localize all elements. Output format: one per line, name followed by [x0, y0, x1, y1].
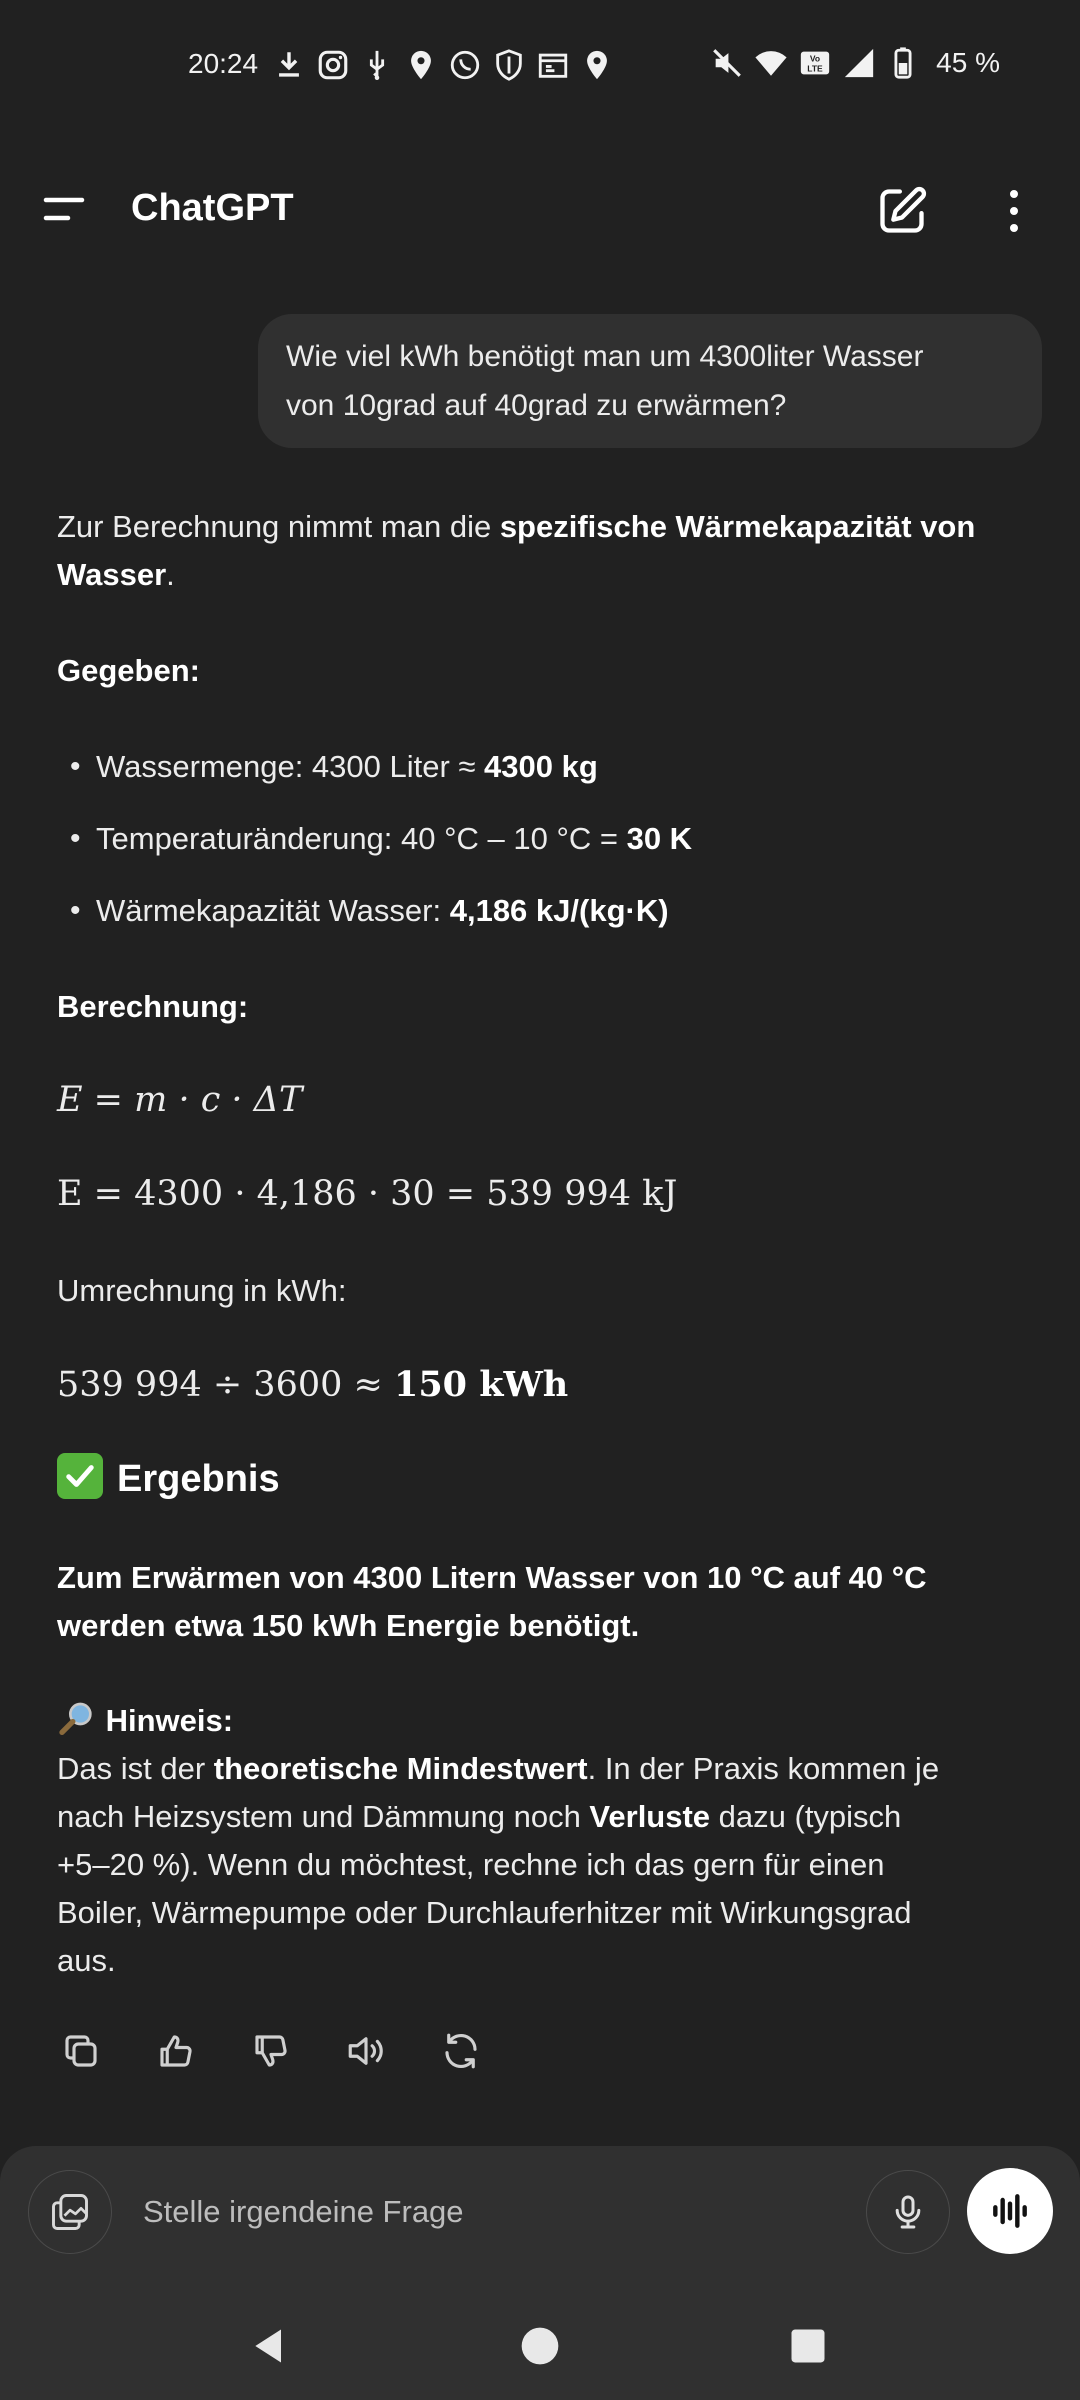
conversion-label: Umrechnung in kWh:: [57, 1273, 347, 1308]
svg-text:Vo: Vo: [810, 53, 821, 64]
image-attach-icon: [48, 2190, 92, 2234]
location-icon: [580, 48, 614, 82]
more-vertical-icon: [996, 185, 1032, 237]
message-input[interactable]: [141, 2186, 845, 2238]
menu-icon: [38, 185, 98, 235]
download-icon: [272, 48, 306, 82]
result-text: Zum Erwärmen von 4300 Litern Wasser von 10 °C auf 40 °C werden etwa 150 kWh Energie benötigt.: [57, 1560, 927, 1643]
regenerate-icon: [440, 2030, 482, 2072]
formula: E = 4300 · 4,186 · 30 = 539 994 kJ: [57, 1174, 678, 1214]
thumbs-down-button[interactable]: [250, 2030, 292, 2072]
result-heading: Ergebnis: [57, 1453, 280, 1505]
magnifier-icon: [57, 1699, 97, 1739]
system-nav-bar: [0, 2296, 1080, 2400]
voice-waveform-icon: [988, 2189, 1032, 2233]
status-time: 20:24: [188, 48, 259, 79]
notification-icons: [272, 48, 614, 82]
copy-button[interactable]: [60, 2030, 102, 2072]
battery-icon: [886, 46, 920, 80]
regenerate-button[interactable]: [440, 2030, 482, 2072]
note-block: Hinweis: Das ist der theoretische Mindestwert. In der Praxis kommen je nach Heizsystem und Dämmung noch Verluste dazu (typisch +5–20 %). Wenn du möchtest, rechne ich das gern für einen Boiler, Wärmepumpe oder Durchlauferhitzer mit Wirkungsgrad aus.: [57, 1697, 939, 1985]
whatsapp-icon: [448, 48, 482, 82]
wifi-icon: [754, 46, 788, 80]
check-mark-icon: [57, 1453, 103, 1499]
app-title: ChatGPT: [131, 187, 294, 229]
message-actions: [60, 2030, 482, 2072]
status-bar: [0, 0, 1080, 135]
given-heading: Gegeben:: [57, 653, 200, 688]
formula: 539 994 ÷ 3600 ≈ 150 kWh: [57, 1364, 569, 1405]
bullet: •: [70, 750, 81, 783]
menu-button[interactable]: [38, 185, 98, 235]
bullet: •: [70, 822, 81, 855]
microphone-icon: [888, 2192, 928, 2232]
thumbs-down-icon: [250, 2030, 292, 2072]
calc-heading: Berechnung:: [57, 989, 249, 1024]
formula: E = m · c · ΔT: [57, 1080, 303, 1120]
list-item: • Temperaturänderung: 40 °C – 10 °C = 30 K: [96, 815, 692, 863]
calendar-icon: [536, 48, 570, 82]
back-icon[interactable]: [248, 2324, 292, 2368]
location-icon: [404, 48, 438, 82]
list-item: • Wärmekapazität Wasser: 4,186 kJ/(kg·K): [96, 887, 669, 935]
dictate-button[interactable]: [866, 2170, 950, 2254]
system-icons: [710, 46, 1000, 80]
user-message-bubble: [258, 314, 1042, 448]
edit-icon: [876, 185, 928, 237]
thumbs-up-button[interactable]: [155, 2030, 197, 2072]
signal-icon: [842, 46, 876, 80]
app-bar: [0, 165, 1080, 255]
recents-icon[interactable]: [786, 2324, 830, 2368]
intro-text: Zur Berechnung nimmt man die spezifische Wärmekapazität von Wasser.: [57, 509, 976, 592]
composer: [0, 2146, 1080, 2400]
note-heading: Hinweis:: [57, 1697, 939, 1745]
user-message-line: von 10grad auf 40grad zu erwärmen?: [286, 389, 787, 422]
bullet: •: [70, 894, 81, 927]
instagram-icon: [316, 48, 350, 82]
shield-icon: [492, 48, 526, 82]
usb-icon: [360, 48, 394, 82]
read-aloud-button[interactable]: [345, 2030, 387, 2072]
list-item: • Wassermenge: 4300 Liter ≈ 4300 kg: [96, 743, 598, 791]
voice-mode-button[interactable]: [967, 2168, 1053, 2254]
thumbs-up-icon: [155, 2030, 197, 2072]
volte-icon: [798, 46, 832, 80]
mute-icon: [710, 46, 744, 80]
battery-percent: 45 %: [936, 47, 1000, 78]
home-icon[interactable]: [518, 2324, 562, 2368]
user-message-line: Wie viel kWh benötigt man um 4300liter Wasser: [286, 340, 924, 373]
read-aloud-icon: [345, 2030, 387, 2072]
more-options-button[interactable]: [996, 185, 1032, 237]
attach-button[interactable]: [28, 2170, 112, 2254]
new-chat-button[interactable]: [876, 185, 928, 237]
copy-icon: [60, 2030, 102, 2072]
svg-text:LTE: LTE: [807, 63, 823, 74]
